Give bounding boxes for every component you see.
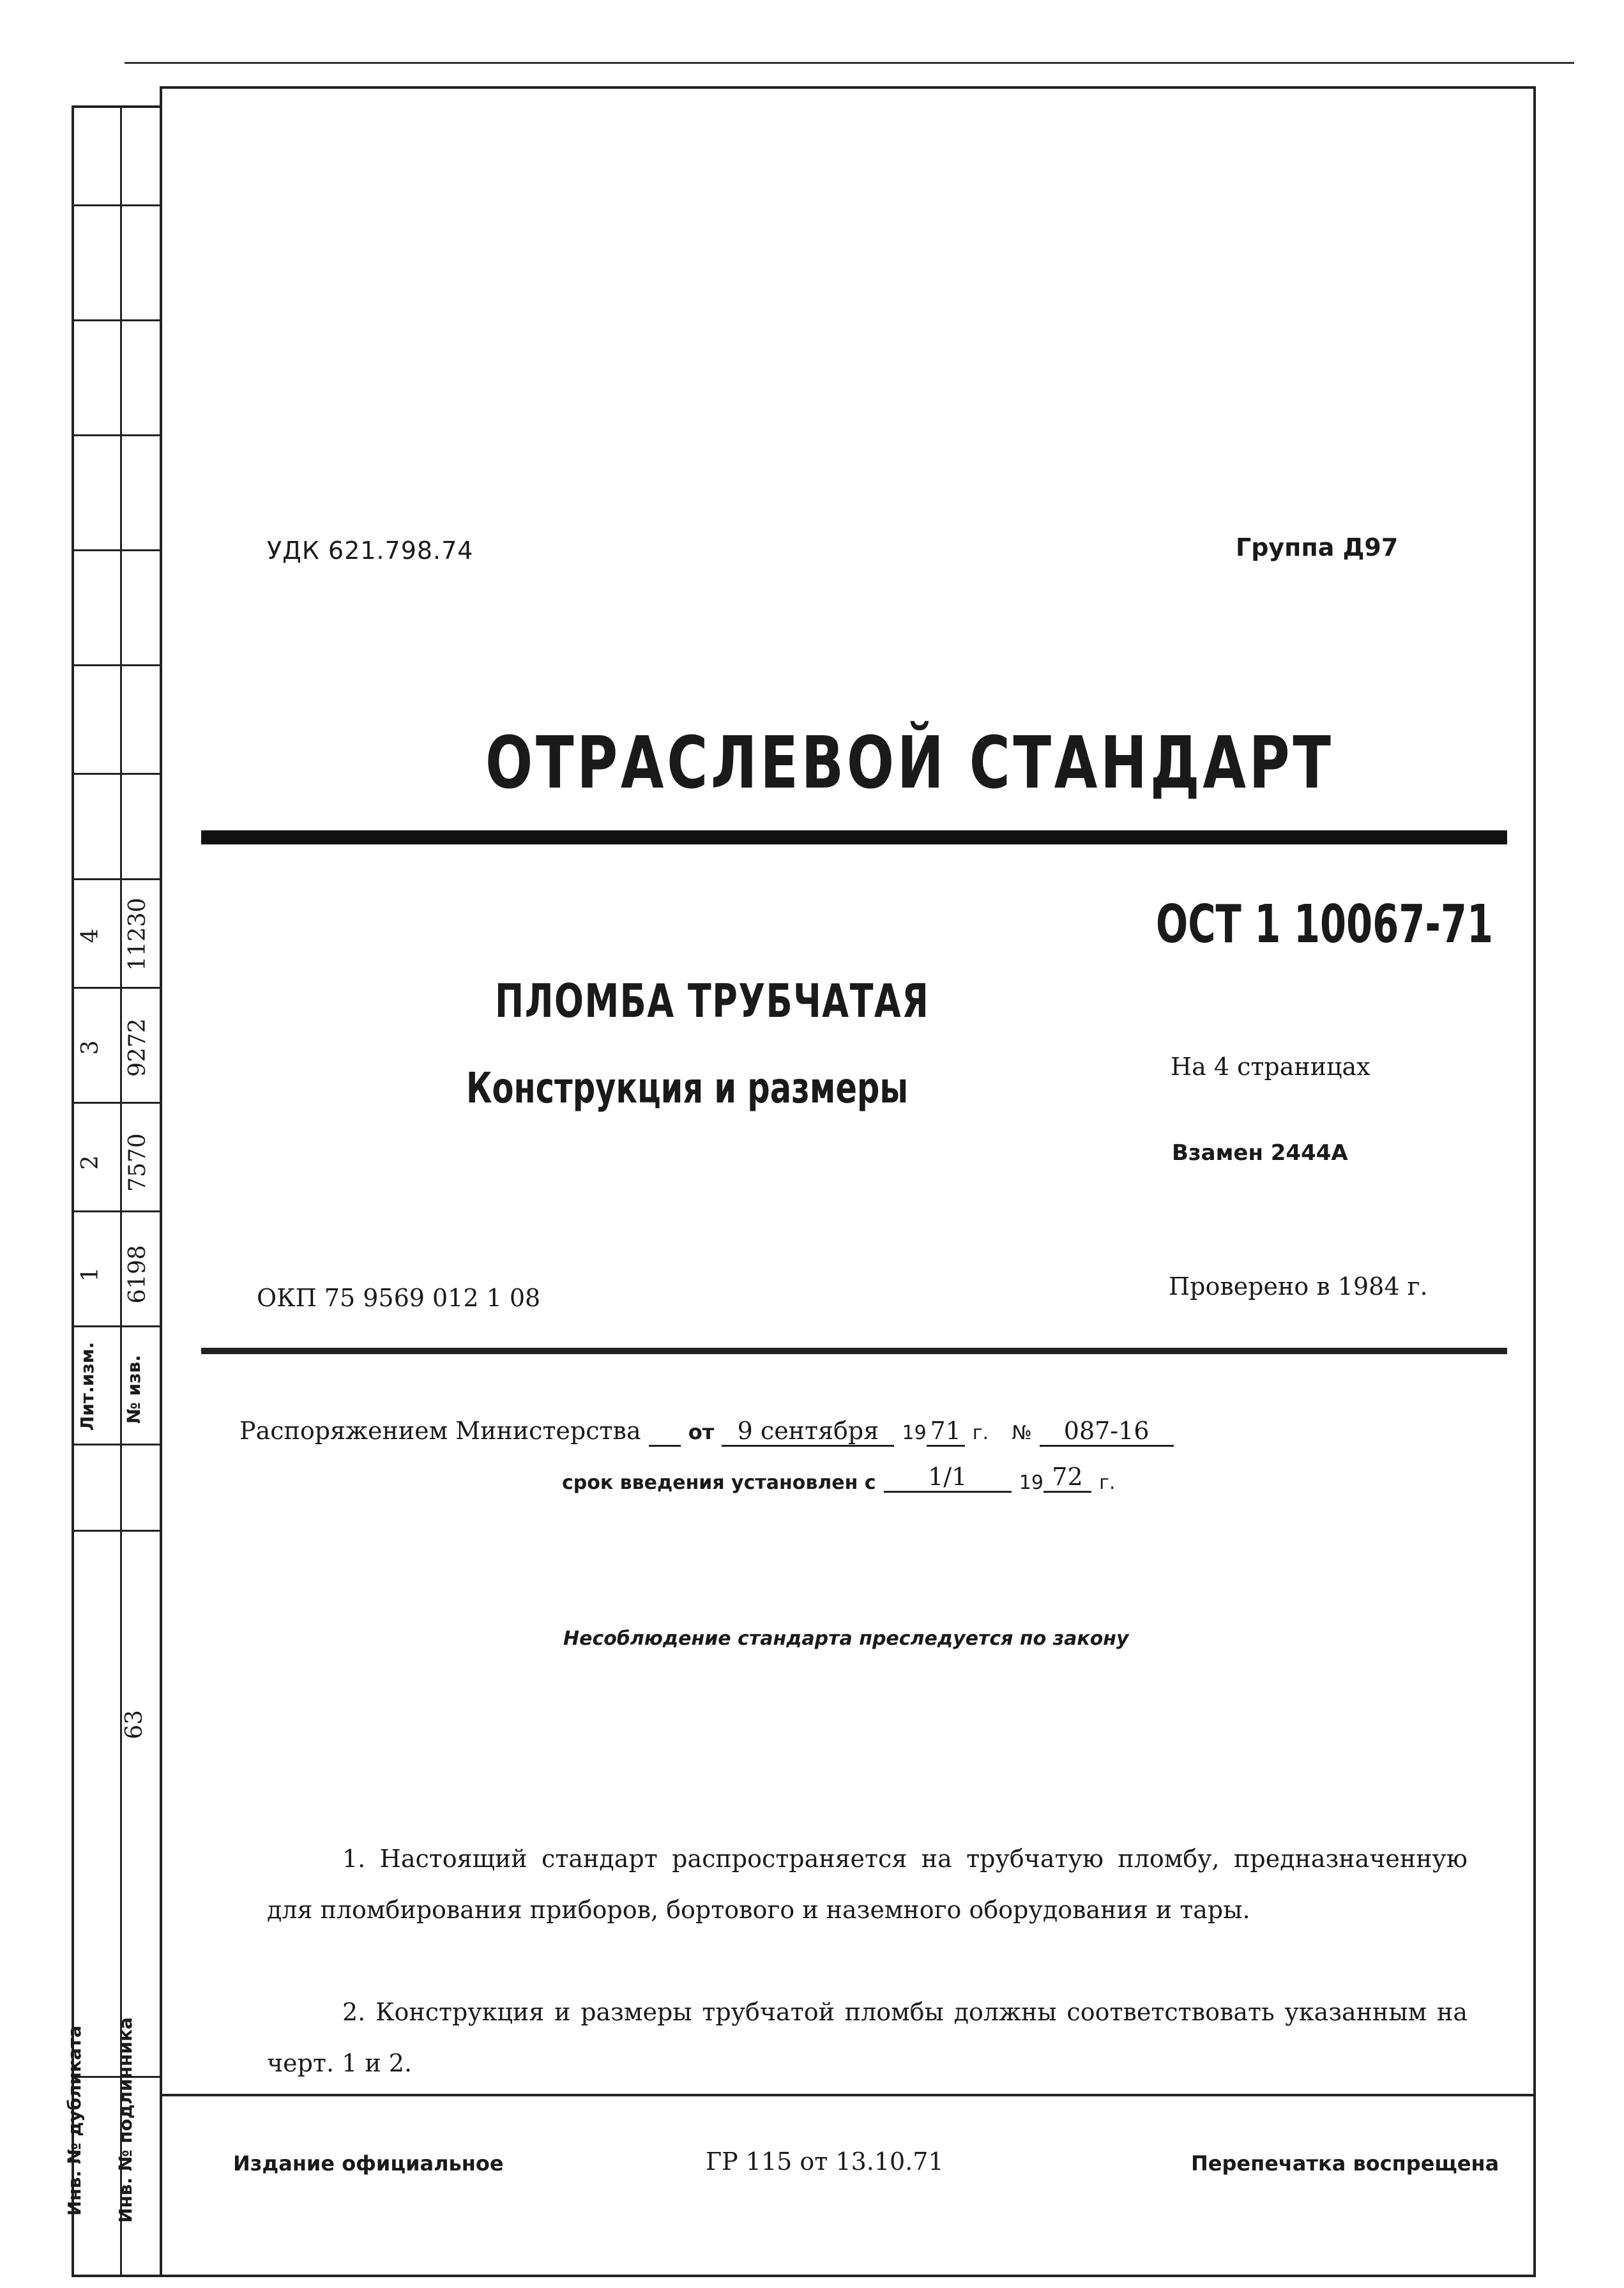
body-paragraph-1: 1. Настоящий стандарт распространяется на трубчатую пломбу, предназначенную для пломбирования приборов, бортового и наземного оборудования и тары.	[267, 1845, 1468, 1924]
order-line	[239, 1417, 1174, 1447]
order-number: 087-16	[1040, 1417, 1174, 1447]
change-label: Лит.изм.	[77, 1341, 98, 1431]
footer-reprint-notice: Перепечатка воспрещена	[1191, 2151, 1499, 2176]
effective-year-prefix: 19	[1019, 1472, 1043, 1494]
checked-note: Проверено в 1984 г.	[1169, 1272, 1428, 1300]
body-paragraph-2: 2. Конструкция и размеры трубчатой пломбы должны соответствовать указанным на черт. 1 и 2.	[267, 1998, 1468, 2077]
change-doc-4: 11230	[125, 897, 151, 971]
change-number-2: 2	[77, 1155, 103, 1170]
standard-number: ОСТ 1 10067-71	[1156, 894, 1494, 955]
footer-registration: ГР 115 от 13.10.71	[706, 2147, 944, 2176]
pages-note: На 4 страницах	[1171, 1053, 1370, 1081]
group-code: Группа Д97	[1236, 533, 1399, 561]
page-frame	[160, 86, 1536, 2277]
order-year: 71	[927, 1417, 965, 1447]
okp-code: ОКП 75 9569 012 1 08	[257, 1284, 541, 1312]
effective-line	[562, 1463, 1115, 1495]
order-number-sign: №	[1012, 1422, 1032, 1444]
section-rule	[201, 1348, 1507, 1354]
change-number-3: 3	[77, 1040, 103, 1055]
order-year-suffix: г.	[972, 1422, 989, 1444]
effective-year: 72	[1043, 1463, 1091, 1493]
order-date: 9 сентября	[722, 1417, 894, 1447]
product-subtitle-wrap	[466, 1064, 913, 1121]
replaces-note: Взамен 2444А	[1172, 1140, 1348, 1166]
document-title: ОТРАСЛЕВОЙ СТАНДАРТ	[485, 722, 1334, 805]
order-from-word: от	[688, 1420, 715, 1444]
footer-rule	[160, 2094, 1536, 2096]
doc-label: № изв.	[123, 1355, 144, 1424]
std-number-wrap	[1156, 894, 1494, 965]
order-prefix: Распоряжением Министерства	[239, 1417, 641, 1445]
change-doc-3: 9272	[125, 1018, 151, 1077]
legal-notice: Несоблюдение стандарта преследуется по закону	[563, 1628, 1129, 1650]
top-rule	[125, 62, 1574, 64]
order-year-prefix: 19	[902, 1422, 927, 1444]
change-number-4: 4	[77, 928, 103, 943]
title-rule	[201, 830, 1507, 844]
margin-column-divider	[120, 105, 122, 2277]
footer-official-edition: Издание официальное	[233, 2151, 504, 2176]
original-inventory-label: Инв. № подлинника	[115, 2017, 136, 2223]
duplicate-inventory-label: Инв. № дубликата	[64, 2025, 85, 2216]
change-number-1: 1	[77, 1267, 103, 1282]
product-title: ПЛОМБА ТРУБЧАТАЯ	[495, 974, 930, 1028]
product-subtitle: Конструкция и размеры	[466, 1064, 909, 1113]
udk-code: УДК 621.798.74	[267, 537, 474, 565]
effective-year-suffix: г.	[1099, 1472, 1116, 1494]
change-doc-1: 6198	[125, 1245, 151, 1304]
title-wrap	[485, 722, 1334, 811]
effective-date: 1/1	[884, 1463, 1012, 1493]
product-title-wrap	[495, 974, 930, 1032]
original-inventory-value: 63	[121, 1710, 148, 1739]
effective-label: срок введения установлен с	[562, 1472, 876, 1494]
change-doc-2: 7570	[125, 1133, 151, 1192]
